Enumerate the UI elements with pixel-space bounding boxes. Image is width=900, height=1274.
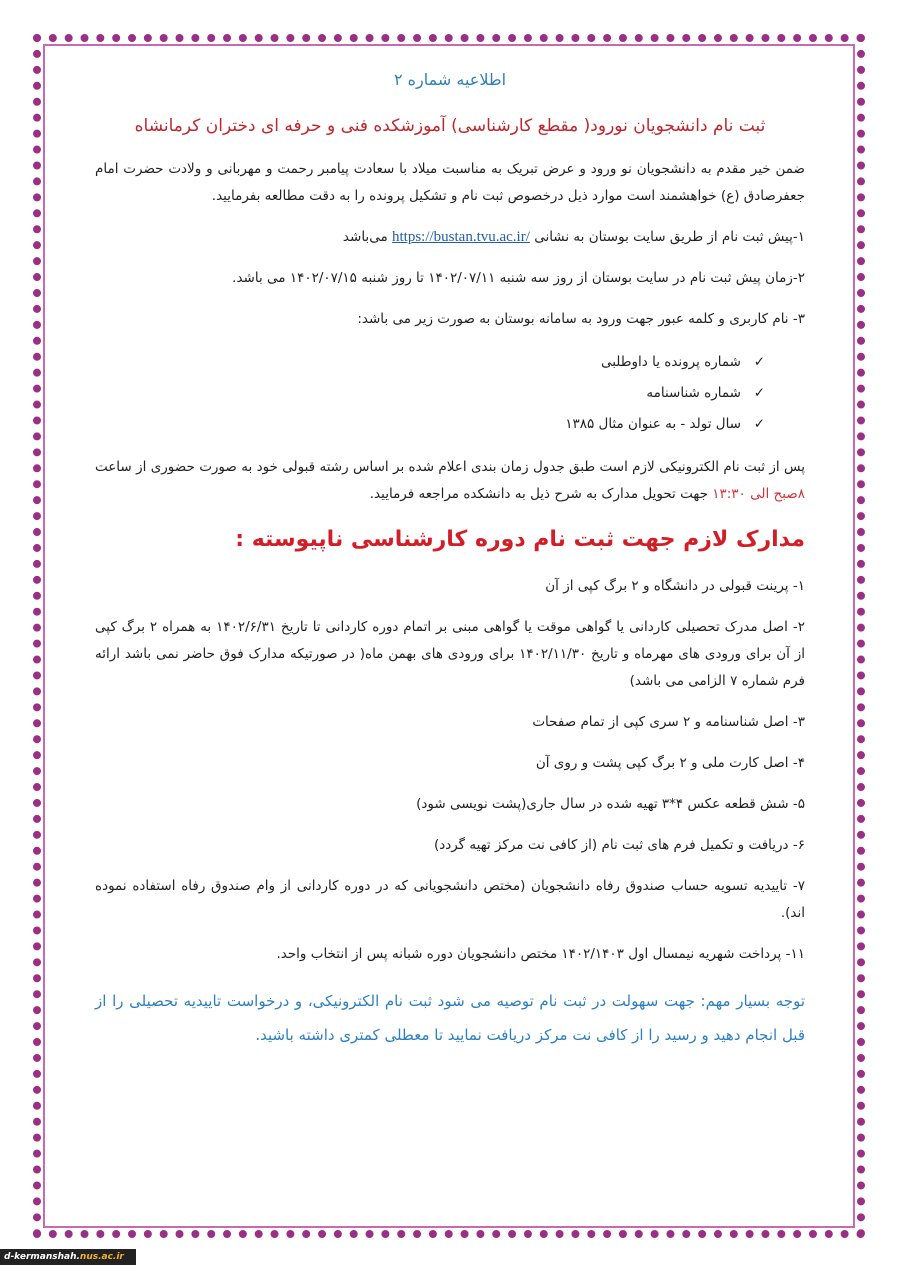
checkmark-icon: ✓ — [753, 385, 765, 401]
intro-paragraph: ضمن خیر مقدم به دانشجویان نو ورود و عرض تبریک به مناسبت میلاد با سعادت پیامبر رحمت و مهربانی و ولادت حضرت امام جعفرصادق (ع) خواهشمند است موارد ذیل درخصوص ثبت نام و تشکیل پرونده را به دقت مطالعه بفرمایید. — [95, 161, 805, 204]
document-item: ۵- شش قطعه عکس ۴*۳ تهیه شده در سال جاری(پشت نویسی شود) — [416, 796, 805, 812]
document-item: ۷- تاییدیه تسویه حساب صندوق رفاه دانشجویان (مختص دانشجویانی که در دوره کاردانی از وام صندوق رفاه استفاده نموده اند). — [95, 878, 805, 921]
document-item: ۱۱- پرداخت شهریه نیمسال اول ۱۴۰۲/۱۴۰۳ مختص دانشجویان دوره شبانه پس از انتخاب واحد. — [276, 946, 805, 962]
step-2: ۲-زمان پیش ثبت نام در سایت بوستان از روز سه شنبه ۱۴۰۲/۰۷/۱۱ تا روز شنبه ۱۴۰۲/۰۷/۱۵ می باشد. — [232, 270, 805, 286]
list-item: ✓شماره پرونده یا داوطلبی — [95, 347, 765, 378]
site-watermark: d-kermanshah.nus.ac.ir — [0, 1249, 136, 1265]
checkmark-icon: ✓ — [753, 354, 765, 370]
document-item: ۳- اصل شناسنامه و ۲ سری کپی از تمام صفحات — [532, 714, 805, 730]
credentials-list — [95, 347, 805, 440]
document-item: ۲- اصل مدرک تحصیلی کاردانی یا گواهی موقت یا گواهی مبنی بر اتمام دوره کاردانی تا تاریخ ۱۴۰۲/۶/۳۱ به همراه ۲ برگ کپی از آن برای ورودی های مهرماه و تاریخ ۱۴۰۲/۱۱/۳۰ برای ورودی های بهمن ماه( در صورتیکه مدارک فوق حاضر نمی باشد ارائه فرم شماره ۷ الزامی می باشد) — [95, 619, 805, 689]
page-title: اطلاعیه شماره ۲ — [393, 70, 507, 89]
checkmark-icon: ✓ — [753, 416, 765, 432]
important-note: توجه بسیار مهم: جهت سهولت در ثبت نام توصیه می شود ثبت نام الکترونیکی، و درخواست تاییدیه تحصیلی را از قبل انجام دهید و رسید را از کافی نت مرکز دریافت نمایید تا معطلی کمتری داشته باشید. — [95, 992, 805, 1044]
list-item: ✓سال تولد - به عنوان مثال ۱۳۸۵ — [95, 409, 765, 440]
document-item: ۶- دریافت و تکمیل فرم های ثبت نام (از کافی نت مرکز تهیه گردد) — [433, 837, 805, 853]
page-subtitle: ثبت نام دانشجویان نورود( مقطع کارشناسی) آموزشکده فنی و حرفه ای دختران کرمانشاه — [134, 116, 766, 136]
documents-heading: مدارک لازم جهت ثبت نام دوره کارشناسی ناپیوسته : — [235, 527, 805, 552]
step-1-suffix: می‌باشد — [342, 229, 388, 245]
office-hours: ۸صبح الی ۱۳:۳۰ — [712, 486, 805, 502]
bustan-link[interactable]: https://bustan.tvu.ac.ir/ — [391, 229, 530, 245]
step-1-text: ۱-پیش ثبت نام از طریق سایت بوستان به نشانی — [534, 229, 805, 245]
step-3: ۳- نام کاربری و کلمه عبور جهت ورود به سامانه بوستان به صورت زیر می باشد: — [357, 311, 805, 327]
list-item: ✓شماره شناسنامه — [95, 378, 765, 409]
document-item: ۱- پرینت قبولی در دانشگاه و ۲ برگ کپی از آن — [545, 578, 805, 594]
document-item: ۴- اصل کارت ملی و ۲ برگ کپی پشت و روی آن — [535, 755, 805, 771]
after-registration-paragraph: پس از ثبت نام الکترونیکی لازم است طبق جدول زمان بندی اعلام شده بر اساس رشته قبولی خود به صورت حضوری از ساعت ۸صبح الی ۱۳:۳۰ جهت تحویل مدارک به شرح ذیل به دانشکده مراجعه فرمایید. — [95, 459, 805, 502]
announcement-body — [95, 60, 805, 1066]
step-1 — [95, 224, 805, 251]
